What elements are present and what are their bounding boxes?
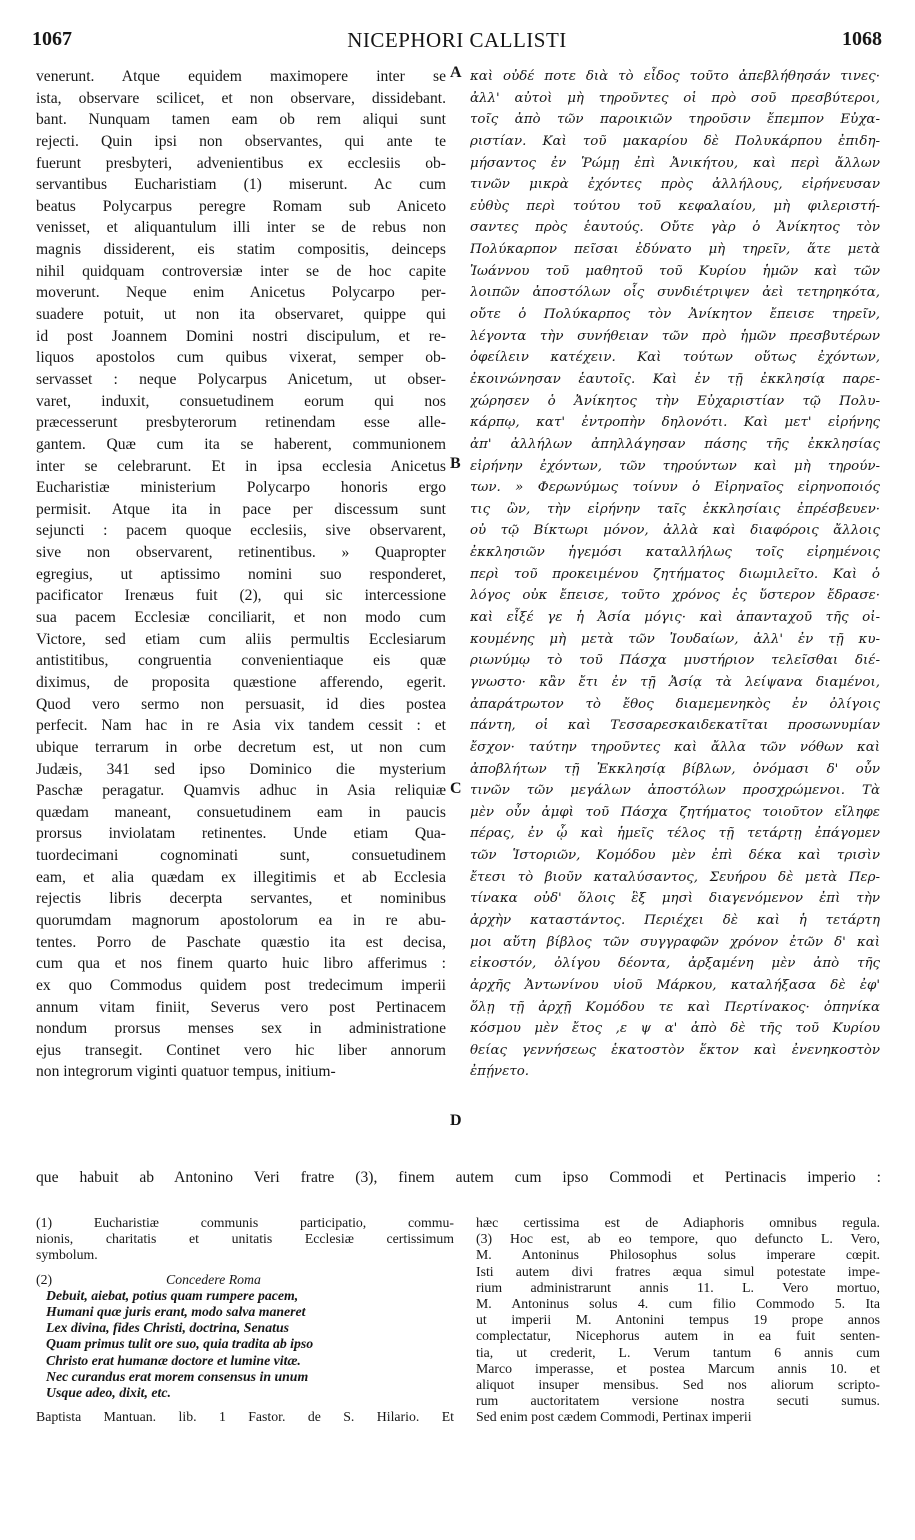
- latin-text-line: ista, observare scilicet, et non observare, dissidebant.: [36, 89, 446, 107]
- greek-text-line: Ἰωάννου τοῦ μαθητοῦ τοῦ Κυρίου ἡμῶν καὶ τῶν: [470, 263, 880, 279]
- greek-text-line: τις ὢν, τὴν εἰρήνην ταῖς ἐκκλησίαις ἐπρέσβευεν·: [470, 501, 880, 517]
- greek-column: [470, 66, 880, 1083]
- latin-text-line: egregius, ut aptissimo nomini suo responderet,: [36, 565, 446, 583]
- latin-text-line: tentes. Porro de Paschate quæstio ita est decisa,: [36, 933, 446, 951]
- greek-text-line: ἐκκλησιῶν ἡγεμόσι καταλλήλως τοῖς εἰρημένοις: [470, 545, 880, 561]
- latin-text-line: ubique terrarum in orbe decretum est, ut non cum: [36, 738, 446, 756]
- greek-text-line: ἔτεσι τὸ βιοῦν καταλύσαντος, Σευήρου δὲ μετὰ Περ-: [470, 869, 880, 885]
- greek-text-line: θείας γεννήσεως ἑκατοστὸν ἕκτον καὶ ἐνενηκοστὸν: [470, 1042, 880, 1058]
- greek-text-line: μήσαντος ἐν Ῥώμῃ ἐπὶ Ἀνικήτου, καὶ περὶ ἄλλων: [470, 155, 880, 171]
- latin-text-line: gantem. Quæ cum ita se haberent, communionem: [36, 435, 446, 453]
- greek-text-line: ἐπῄνετο.: [470, 1064, 530, 1080]
- footnote-line: complectatur, Nicephorus autem in ea fuit senten-: [476, 1328, 880, 1344]
- footnote-line: Isti autem divi fratres æqua simul potestate impe-: [476, 1263, 880, 1279]
- greek-text-line: ἔσχον· ταύτην τηροῦντες καὶ ἄλλα τῶν νόθων καὶ: [470, 739, 880, 755]
- greek-text-line: εἰρήνην ἐχόντων, τῶν τηρούντων καὶ μὴ τηρούν-: [470, 458, 880, 474]
- latin-text-line: suadere potuit, ut non ita observaret, quippe qui: [36, 306, 446, 324]
- latin-text-line: ejus transegit. Continet vero hic liber annorum: [36, 1041, 446, 1059]
- latin-text-line: bant. Nunquam tamen eam ob rem aliqui sunt: [36, 111, 446, 129]
- greek-text-line: ἀρχῆς Ἀντωνίνου υἱοῦ Μάρκου, καταλήξασα δὲ ἐφ': [470, 977, 880, 993]
- latin-text-line: non integrorum viginti quatuor tempus, initium-: [36, 1063, 336, 1081]
- greek-text-line: πέρας, ἐν ᾧ καὶ ἡμεῖς τέλος τῇ τετάρτῃ ἐπάγομεν: [470, 826, 880, 842]
- greek-text-line: λοιπῶν ἀποστόλων οἷς συνδιέτριψεν ἀεὶ τετηρηκότα,: [470, 285, 880, 301]
- greek-text-line: οὐ τῷ Βίκτωρι μόνον, ἀλλὰ καὶ διαφόροις ἄλλοις: [470, 523, 880, 539]
- footnote-1: [36, 1215, 454, 1264]
- greek-text-line: περὶ τοῦ προκειμένου ζητήματος διωμιλεῖτο. Καὶ ὁ: [470, 566, 880, 582]
- page-number-left: 1067: [32, 28, 72, 50]
- latin-column: [36, 66, 446, 1083]
- verse-line: Lex divina, fides Christi, doctrina, Senatus: [46, 1320, 290, 1336]
- verse-line: Nec curandus erat morem consensus in unum: [46, 1368, 309, 1384]
- latin-text-line: magnis dissiderent, eis statim compositis, deinceps: [36, 241, 446, 259]
- latin-text-line: Victore, sed etiam cum aliis permultis Ecclesiarum: [36, 630, 446, 648]
- footnote-line: M. Antoninus solus 4. cum filio Commodo 5. Ita: [476, 1295, 880, 1311]
- greek-text-line: κάρπῳ, κατ' ἐντροπὴν δηλονότι. Καὶ μετ' εἰρήνης: [470, 415, 880, 431]
- greek-text-line: ὀφείλειν κατέχειν. Καὶ τούτων οὕτως ἐχόντων,: [470, 350, 880, 366]
- greek-text-line: τῶν Ἱστοριῶν, Κομόδου μὲν ἐπὶ δέκα καὶ τρισὶν: [470, 848, 880, 864]
- latin-text-line: sejuncti : pacem quoque ecclesiis, sive observarent,: [36, 522, 446, 540]
- greek-text-line: ἀπαράτρωτον τὸ ἔθος διαμεμενηκὸς ἐν ὀλίγοις: [470, 696, 880, 712]
- latin-text-line: beatus Polycarpus peregre Romam sub Aniceto: [36, 197, 446, 215]
- greek-text-line: των. » Φερωνύμως τοίνυν ὁ Εἰρηναῖος εἰρηνοποιός: [470, 480, 880, 496]
- latin-text-line: Judæis, 341 sed ipso Dominico die mysterium: [36, 760, 446, 778]
- footnote-source: Baptista Mantuan. lib. 1 Fastor. de S. Hilario. Et: [36, 1409, 454, 1425]
- latin-text-line: servantibus Eucharistiam (1) miserunt. Ac cum: [36, 176, 446, 194]
- latin-text-line: rejecti. Quin ipsi non observantes, qui ante te: [36, 132, 446, 150]
- footnote-line: rum auctoritatem versione nostra secuti sumus.: [476, 1393, 880, 1409]
- greek-text-line: τοῖς ἀπὸ τῶν παροικιῶν τηροῦσιν ἔπεμπον Εὐχα-: [470, 112, 880, 128]
- verse-line: Quam primus tulit ore suo, quia tradita ab ipso: [46, 1336, 314, 1352]
- latin-text-line: liquos apostolos cum quibus vixerat, semper ob-: [36, 349, 446, 367]
- greek-text-line: τίνακα οὐδ' ὅλοις ἓξ μησὶ διαγενόμενον ἐπὶ τὴν: [470, 891, 880, 907]
- latin-text-line: nihil quidquam controversiæ inter se de hoc capite: [36, 262, 446, 280]
- greek-text-line: εὐθὺς περὶ τούτου τοῦ κεφαλαίου, μὴ φιλεριστή-: [470, 198, 880, 214]
- latin-text-line: antistitibus, congruentia convenientiaque eis quæ: [36, 652, 446, 670]
- latin-text-line: ex quo Commodus quidem post tredecimum imperii: [36, 976, 446, 994]
- greek-text-line: ἐκοινώνησαν ἑαυτοῖς. Καὶ ἐν τῇ ἐκκλησίᾳ παρε-: [470, 371, 880, 387]
- footnote-2-marker: (2): [36, 1271, 53, 1287]
- greek-text-line: Πολύκαρπον πεῖσαι ἐδύνατο μὴ τηρεῖν, ἅτε μετὰ: [470, 242, 880, 258]
- greek-text-line: λέγοντα τὴν συνήθειαν τῶν πρὸ ἡμῶν πρεσβυτέρων: [470, 328, 880, 344]
- latin-text-line: perfecit. Nam hac in re Asia vix tandem cessit : et: [36, 717, 446, 735]
- margin-letter-a: A: [450, 64, 462, 81]
- footnote-line: Marco imperasse, et postea Marcum annis 10. et: [476, 1360, 880, 1376]
- page-header: [32, 28, 882, 58]
- full-width-line: que habuit ab Antonino Veri fratre (3), finem autem cum ipso Commodi et Pertinacis imperio :: [36, 1169, 881, 1186]
- footnote-line: Sed enim post cædem Commodi, Pertinax imperii: [476, 1409, 752, 1425]
- greek-text-line: μοι αὕτη βίβλος τῶν συγγραφῶν χρόνον ἐτῶν δ' καὶ: [470, 934, 880, 950]
- running-title: NICEPHORI CALLISTI: [347, 28, 567, 52]
- greek-text-line: γνωστο· κἂν ἔτι ἐν τῇ Ἀσίᾳ τὰ λείψανα διαμένοι,: [470, 674, 880, 690]
- latin-text-line: inter se celebrarunt. Et in ipsa ecclesia Anicetus: [36, 457, 446, 475]
- latin-text-line: id post Joannem Domini nostri discipulum, et re-: [36, 327, 446, 345]
- footnote-line: tia, ut crederit, L. Verum tantum 6 annis cum: [476, 1344, 880, 1360]
- margin-letter-c: C: [450, 780, 462, 797]
- latin-text-line: annum vitam finiit, Severus vero post Pertinacem: [36, 998, 446, 1016]
- latin-text-line: nondum prorsus menses sex in administratione: [36, 1020, 446, 1038]
- greek-text-line: καὶ εἶξέ γε ἡ Ἀσία μόγις· καὶ ἁπανταχοῦ τῆς οἰ-: [470, 610, 880, 626]
- greek-text-line: χώρησεν ὁ Ἀνίκητος τὴν Εὐχαριστίαν τῷ Πολυ-: [470, 393, 880, 409]
- verse-line: Usque adeo, dixit, etc.: [46, 1384, 171, 1400]
- latin-text-line: tuordecimani cognominati sunt, consuetudinem: [36, 847, 446, 865]
- greek-text-line: κόσμου μὲν ἔτος ,ε ψ α' ἀπὸ δὲ τῆς τοῦ Κυρίου: [470, 1021, 880, 1037]
- greek-text-line: ἀποβλήτων τῇ Ἐκκλησίᾳ βίβλων, ὀνόμασι δ' οὖν: [470, 761, 880, 777]
- greek-text-line: μὲν οὖν ἀμφὶ τοῦ Πάσχα ζητήματος τοιοῦτον εἴληφε: [470, 804, 880, 820]
- greek-text-line: οὔτε ὁ Πολύκαρπος τὸν Ἀνίκητον ἔπεισε τηρεῖν,: [470, 307, 880, 323]
- greek-text-line: ριστίαν. Καὶ τοῦ μακαρίου δὲ Πολυκάρπου ἐπιδη-: [470, 133, 880, 149]
- footnotes-left: [36, 1215, 454, 1427]
- footnote-line: symbolum.: [36, 1247, 98, 1263]
- latin-text-line: venerunt. Atque equidem maximopere inter se: [36, 68, 446, 85]
- latin-text-line: prorsus inviolatam retinentes. Unde etiam Qua-: [36, 825, 446, 843]
- greek-text-line: εἰκοστόν, ὀλίγου δέοντα, ἀρξαμένη μὲν ἀπὸ τῆς: [470, 956, 880, 972]
- greek-text-line: ἀπ' ἀλλήλων ἀπηλλάγησαν πάσης τῆς ἐκκλησίας: [470, 436, 880, 452]
- latin-text-line: venisset, et aliquantulum illi inter se de rebus non: [36, 219, 446, 237]
- footnote-2-verse: [36, 1288, 454, 1401]
- footnote-line: (3) Hoc est, ab eo tempore, quo defuncto L. Vero,: [476, 1231, 880, 1247]
- footnotes-right: [476, 1215, 880, 1425]
- latin-text-line: quorumdam magnorum apostolorum ea in re abu-: [36, 911, 446, 929]
- poem-title: Concedere Roma: [166, 1271, 261, 1287]
- footnote-line: aliquot insuper mensibus. Sed nos aliorum scripto-: [476, 1376, 880, 1392]
- latin-text-line: cum qua et nos finem quarto huic libro afferimus :: [36, 955, 446, 973]
- footnote-line: M. Antoninus Philosophus solus imperare cœpit.: [476, 1247, 880, 1263]
- verse-line: Christo erat humanæ doctore et lumine vitæ.: [46, 1352, 301, 1368]
- greek-text-line: τινῶν τῶν μεγάλων ἀποστόλων προσχρώμενοι. Τὰ: [470, 783, 880, 799]
- latin-text-line: quædam maneant, consuetudinem eam in paucis: [36, 803, 446, 821]
- latin-text-line: diximus, de proposita quæstione afferendo, egerit.: [36, 673, 446, 691]
- greek-text-line: σαντες πρὸς ἑαυτούς. Οὔτε γὰρ ὁ Ἀνίκητος τὸν: [470, 220, 880, 236]
- footnote-line: hæc certissima est de Adiaphoris omnibus regula.: [476, 1215, 880, 1230]
- greek-text-line: τινῶν μικρὰ ἐχόντες πρὸς ἀλλήλους, εἰρήνευσαν: [470, 177, 880, 193]
- greek-text-line: πάντη, οἱ καὶ Τεσσαρεσκαιδεκατῖται προσωνυμίαν: [470, 718, 880, 734]
- page-number-right: 1068: [842, 28, 882, 50]
- footnote-2-head: [36, 1272, 454, 1288]
- greek-text-line: κουμένης μὴ μετὰ τῶν Ἰουδαίων, ἀλλ' ἐν τῇ κυ-: [470, 631, 880, 647]
- greek-text-line: ἀρχὴν καταστάντος. Περιέχει δὲ καὶ ἡ τετάρτη: [470, 912, 880, 928]
- greek-text-line: ριωνύμῳ τὸ τοῦ Πάσχα μυστήριον τελεῖσθαι διέ-: [470, 653, 880, 669]
- greek-text-line: λόγος οὐκ ἔπεισε, τοῦτο χρόνος ἐς ὕστερον ἔδρασε·: [470, 588, 880, 604]
- latin-text-line: Quod vero sermo non persuasit, id dies postea: [36, 695, 446, 713]
- latin-text-line: Eucharistiæ ministerium Polycarpo honoris ergo: [36, 479, 446, 497]
- latin-text-line: sive non observarent, retinentibus. » Quapropter: [36, 544, 446, 562]
- verse-line: Debuit, aiebat, potius quam rumpere pacem,: [46, 1287, 299, 1303]
- verse-line: Humani quæ juris erant, modo salva maneret: [46, 1303, 306, 1319]
- latin-text-line: permisit. Atque ita in pace per discessum sunt: [36, 500, 446, 518]
- latin-text-line: servasset : neque Polycarpus Anicetum, ut obser-: [36, 370, 446, 388]
- footnote-line: ut imperii M. Antonini tempus 19 prope annos: [476, 1312, 880, 1328]
- greek-text-line: ἀλλ' αὐτοὶ μὴ τηροῦντες οἱ πρὸ σοῦ πρεσβύτεροι,: [470, 90, 880, 106]
- latin-text-line: rejectis libris decerpta servantes, et nominibus: [36, 890, 446, 908]
- margin-letter-d: D: [450, 1112, 462, 1129]
- footnote-line: rium administrarunt annis 11. L. Vero mortuo,: [476, 1279, 880, 1295]
- latin-text-line: eam, et alia quædam ex illegitimis et ab Ecclesia: [36, 868, 446, 886]
- latin-text-line: Paschæ peragatur. Quamvis adhuc in Asia reliquiæ: [36, 782, 446, 800]
- footnote-line: nionis, charitatis et unitatis Ecclesiæ certissimum: [36, 1231, 454, 1247]
- latin-text-line: moverunt. Neque enim Anicetus Polycarpo per-: [36, 284, 446, 302]
- latin-text-line: præcesserunt presbyterorum retinendam esse alle-: [36, 414, 446, 432]
- latin-text-line: pacificator Irenæus fuit (2), qui sic intercessione: [36, 587, 446, 605]
- greek-text-line: ὅλῃ τῇ ἀρχῇ Κομόδου τε καὶ Περτίνακος· ὁπηνίκα: [470, 999, 880, 1015]
- latin-text-line: sua pacem Ecclesiæ conciliarit, et non modo cum: [36, 609, 446, 627]
- footnote-line: (1) Eucharistiæ communis participatio, commu-: [36, 1215, 454, 1230]
- greek-text-line: καὶ οὐδέ ποτε διὰ τὸ εἶδος τοῦτο ἀπεβλήθησάν τινες·: [470, 69, 880, 84]
- latin-text-line: varet, induxit, consuetudinem eorum qui nos: [36, 392, 446, 410]
- latin-text-line: fuerunt presbyteri, advenientibus ex ecclesiis ob-: [36, 154, 446, 172]
- margin-letter-b: B: [450, 455, 461, 472]
